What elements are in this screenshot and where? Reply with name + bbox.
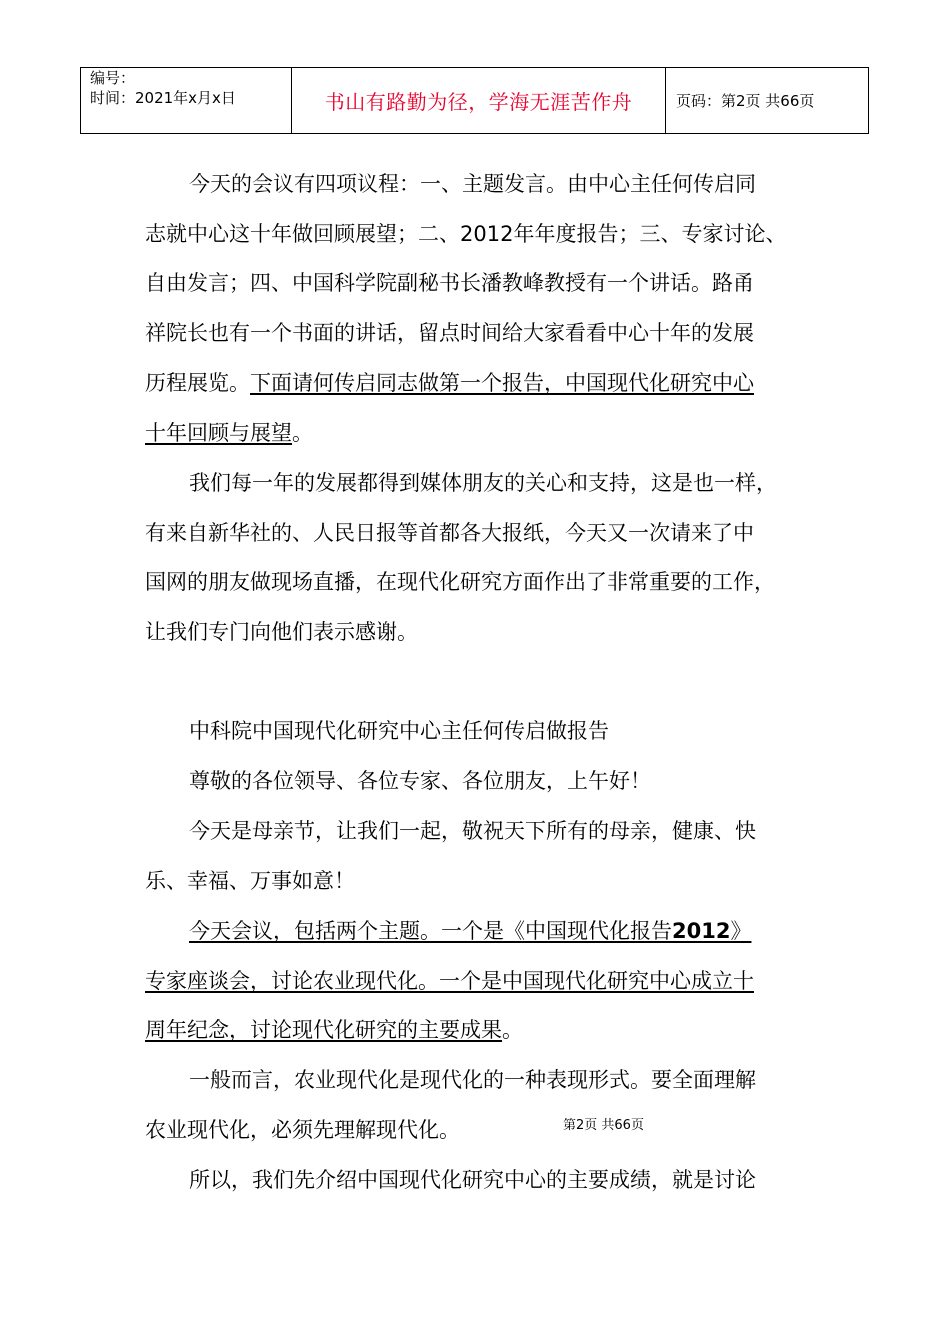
body-text: 。 bbox=[292, 421, 313, 445]
body-line bbox=[145, 1018, 523, 1042]
underlined-text: 今天会议，包括两个主题。一个是《中国现代化报告 bbox=[189, 919, 672, 943]
header-table bbox=[80, 67, 869, 134]
greeting: 尊敬的各位领导、各位专家、各位朋友，上午好！ bbox=[189, 769, 651, 793]
underlined-text: 》 bbox=[730, 919, 752, 943]
body-line: 今天的会议有四项议程：一、主题发言。由中心主任何传启同 bbox=[189, 172, 756, 196]
motto: 书山有路勤为径，学海无涯苦作舟 bbox=[292, 68, 666, 133]
body-line bbox=[145, 421, 313, 445]
page-footer: 第2页 共66页 bbox=[563, 1118, 644, 1133]
body-line: 乐、幸福、万事如意！ bbox=[145, 869, 355, 893]
bold-year: 2012 bbox=[672, 919, 731, 943]
body-line: 我们每一年的发展都得到媒体朋友的关心和支持，这是也一样， bbox=[189, 471, 777, 495]
body-line: 所以，我们先介绍中国现代化研究中心的主要成绩，就是讨论 bbox=[189, 1168, 756, 1192]
underlined-text: 下面请何传启同志做第一个报告，中国现代化研究中心 bbox=[250, 371, 754, 395]
body-line: 祥院长也有一个书面的讲话，留点时间给大家看看中心十年的发展 bbox=[145, 321, 754, 345]
body-text: 。 bbox=[502, 1018, 523, 1042]
body-line: 自由发言；四、中国科学院副秘书长潘教峰教授有一个讲话。路甬 bbox=[145, 271, 754, 295]
body-line: 专家座谈会，讨论农业现代化。一个是中国现代化研究中心成立十 bbox=[145, 969, 754, 993]
underlined-text: 周年纪念，讨论现代化研究的主要成果 bbox=[145, 1018, 502, 1042]
body-line: 有来自新华社的、人民日报等首都各大报纸，今天又一次请来了中 bbox=[145, 521, 754, 545]
body-line: 农业现代化，必须先理解现代化。 bbox=[145, 1118, 460, 1142]
body-line bbox=[189, 919, 751, 943]
page-info: 页码：第2页 共66页 bbox=[676, 92, 815, 110]
body-text: 历程展览。 bbox=[145, 371, 250, 395]
section-heading: 中科院中国现代化研究中心主任何传启做报告 bbox=[189, 719, 609, 743]
body-line bbox=[145, 371, 754, 395]
body-line: 今天是母亲节，让我们一起，敬祝天下所有的母亲，健康、快 bbox=[189, 819, 756, 843]
body-line: 志就中心这十年做回顾展望；二、2012年年度报告；三、专家讨论、 bbox=[145, 222, 787, 246]
header-meta-cell bbox=[81, 68, 292, 133]
number-label: 编号： bbox=[90, 69, 136, 87]
body-line: 一般而言，农业现代化是现代化的一种表现形式。要全面理解 bbox=[189, 1068, 756, 1092]
body-line: 让我们专门向他们表示感谢。 bbox=[145, 620, 418, 644]
time-label: 时间：2021年x月x日 bbox=[90, 89, 236, 107]
body-line: 国网的朋友做现场直播，在现代化研究方面作出了非常重要的工作， bbox=[145, 570, 775, 594]
underlined-text: 十年回顾与展望 bbox=[145, 421, 292, 445]
